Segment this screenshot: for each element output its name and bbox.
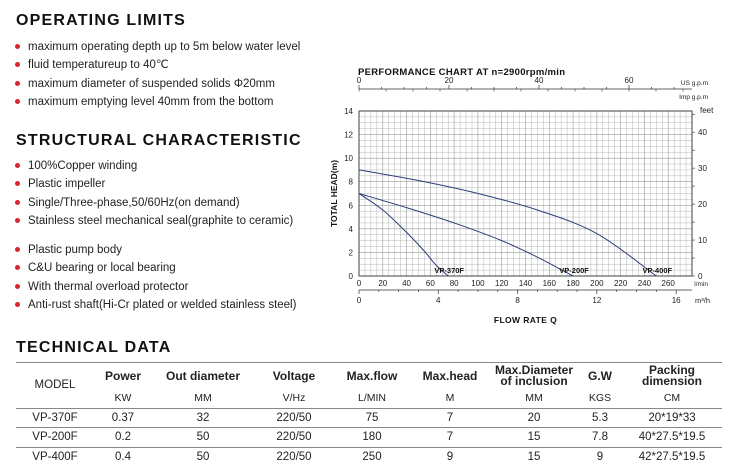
column-header (334, 363, 410, 390)
operating-limit-item: maximum diameter of suspended solids Φ20mm (14, 75, 300, 93)
structural-item: With thermal overload protector (14, 278, 296, 296)
x-tick-label: 20 (378, 279, 388, 288)
table-cell: 180 (334, 428, 410, 448)
model-label: MODEL (16, 363, 94, 409)
x-axis-unit: l/min (694, 281, 708, 288)
bullet-icon (15, 200, 20, 205)
column-header-line: Out diameter (165, 368, 240, 383)
x-tick-label: 180 (566, 279, 580, 288)
bullet-icon (15, 99, 20, 104)
table-cell: 0.2 (94, 428, 152, 448)
y-tick-label: 6 (348, 201, 353, 211)
table-cell: 7 (410, 428, 490, 448)
table-cell: 250 (362, 450, 382, 463)
column-header-line: Max.Diameter (494, 363, 574, 377)
structural-item: Plastic pump body (14, 241, 296, 259)
column-header (578, 363, 622, 390)
x-tick-label: 40 (402, 279, 412, 288)
bullet-icon (15, 44, 20, 49)
structural-item: Plastic impeller (14, 175, 293, 193)
x-tick-label: 160 (542, 279, 556, 288)
table-cell: 220/50 (254, 428, 334, 448)
y-axis-title: TOTAL HEAD(m) (329, 159, 339, 228)
column-header-line: Packing dimension (641, 363, 702, 388)
structural-item: C&U bearing or local bearing (14, 259, 296, 277)
table-cell: 9 (446, 450, 454, 463)
unit-cell: KW (94, 389, 152, 408)
x-tick-label: 240 (637, 279, 652, 288)
table-cell: 0.37 (94, 408, 152, 428)
table-cell: 7.8 (578, 428, 622, 448)
column-header (254, 363, 334, 390)
series-label-vp-200f: VP-200F (559, 266, 589, 275)
operating-limit-item: maximum emptying level 40mm from the bottom (14, 93, 300, 111)
right-tick-label: 40 (698, 128, 707, 138)
chart-title: PERFORMANCE CHART AT n=2900rpm/min (358, 67, 566, 78)
table-cell: VP-370F (16, 408, 94, 428)
operating-limits-heading: OPERATING LIMITS (16, 12, 187, 29)
structural-heading: STRUCTURAL CHARACTERISTIC (16, 132, 302, 149)
unit-cell: M (410, 389, 490, 408)
performance-chart-svg (322, 58, 722, 328)
table-cell: VP-200F (16, 428, 94, 448)
bullet-icon (15, 302, 20, 307)
x-tick-label: 200 (590, 279, 604, 288)
table-row (16, 428, 722, 448)
unit-cell: MM (490, 389, 578, 408)
unit-cell: L/MIN (334, 389, 410, 408)
top-axis-tick-label: 40 (534, 76, 544, 85)
table-cell: 15 (527, 450, 541, 463)
imp-axis-unit: Imp g.p.m (679, 94, 708, 101)
column-header (490, 363, 578, 390)
bullet-icon (15, 163, 20, 168)
table-cell: 7 (410, 408, 490, 428)
table-cell: 220/50 (254, 408, 334, 428)
column-header (152, 363, 254, 390)
x-axis-title: FLOW RATE Q (493, 315, 558, 325)
operating-limit-item: fluid temperatureup to 40℃ (14, 56, 300, 74)
y-tick-label: 12 (344, 130, 353, 140)
x-tick-label: 60 (425, 279, 435, 288)
column-header-line: Power (104, 368, 141, 383)
table-cell: 50 (152, 428, 254, 448)
bullet-icon (15, 265, 20, 270)
right-axis-unit: feet (700, 106, 714, 115)
right-tick-label: 0 (698, 272, 703, 281)
bullet-icon (15, 218, 20, 223)
structural-item: 100%Copper winding (14, 157, 293, 175)
column-header-line: G.W (588, 368, 612, 383)
y-tick-label: 14 (344, 107, 353, 116)
column-header-line: of inclusion (500, 374, 568, 388)
table-cell: 50 (196, 450, 210, 463)
bottom-axis2-tick-label: 16 (671, 296, 681, 305)
column-header-line: Voltage (272, 368, 316, 383)
y-tick-label: 2 (348, 248, 353, 258)
structural-item: Single/Three-phase,50/60Hz(on demand) (14, 194, 293, 212)
x-tick-label: 100 (471, 279, 485, 288)
top-axis-tick-label: 0 (356, 76, 362, 85)
technical-data-heading: TECHNICAL DATA (16, 339, 172, 356)
structural-list-b (14, 241, 296, 315)
bottom-axis2-tick-label: 12 (592, 296, 602, 305)
table-cell: 220/50 (276, 450, 312, 463)
bullet-icon (15, 181, 20, 186)
table-cell: 32 (152, 408, 254, 428)
top-axis-unit: US g.p.m (680, 80, 708, 87)
right-tick-label: 10 (698, 236, 707, 246)
table-cell: VP-400F (32, 450, 78, 463)
y-tick-label: 8 (348, 177, 353, 187)
table-cell: 42*27.5*19.5 (638, 450, 706, 463)
bottom-axis2-tick-label: 4 (436, 296, 441, 305)
y-tick-label: 4 (348, 224, 353, 234)
table-cell: 20*19*33 (622, 408, 722, 428)
unit-cell: V/Hz (254, 389, 334, 408)
table-cell: 40*27.5*19.5 (622, 428, 722, 448)
series-label-vp-400f: VP-400F (642, 266, 673, 275)
bullet-icon (15, 62, 20, 67)
bottom-axis2-tick-label: 8 (515, 296, 520, 305)
x-tick-label: 80 (449, 279, 459, 288)
technical-data-table (16, 362, 722, 466)
x-tick-label: 260 (661, 279, 675, 288)
column-header-line: Max.flow (346, 368, 398, 383)
unit-cell: CM (622, 389, 722, 408)
right-tick-label: 20 (698, 200, 707, 210)
table-cell: 15 (490, 428, 578, 448)
table-header-row (16, 363, 722, 390)
bottom-axis2-unit: m³/h (695, 296, 710, 305)
column-header-line: Max.head (422, 368, 478, 383)
right-tick-label: 30 (698, 164, 707, 174)
table-cell: 20 (490, 408, 578, 428)
table-cell: 5.3 (578, 408, 622, 428)
bullet-icon (15, 81, 20, 86)
operating-limits-list (14, 38, 300, 112)
x-tick-label: 140 (518, 279, 533, 288)
bullet-icon (15, 284, 20, 289)
x-tick-label: 220 (613, 279, 628, 288)
bottom-axis2-tick-label: 0 (356, 296, 362, 305)
table-cell: 9 (596, 450, 604, 463)
x-tick-label: 120 (495, 279, 509, 288)
structural-item: Stainless steel mechanical seal(graphite to ceramic) (14, 212, 293, 230)
y-tick-label: 10 (344, 154, 353, 164)
x-tick-label: 0 (356, 279, 362, 288)
table-cell: 75 (334, 408, 410, 428)
series-label-vp-370f: VP-370F (434, 266, 465, 275)
unit-cell: MM (152, 389, 254, 408)
bullet-icon (15, 247, 20, 252)
table-row (16, 447, 722, 466)
column-header (94, 363, 152, 390)
performance-chart (322, 58, 722, 328)
y-tick-label: 0 (348, 272, 353, 281)
top-axis-tick-label: 60 (624, 76, 634, 85)
column-header (410, 363, 490, 390)
table-row (16, 408, 722, 428)
column-header (622, 363, 722, 390)
top-axis-tick-label: 20 (444, 76, 454, 85)
structural-list-a (14, 157, 293, 231)
table-unit-row (16, 389, 722, 408)
structural-item: Anti-rust shaft(Hi-Cr plated or welded stainless steel) (14, 296, 296, 314)
table-cell: 0.4 (115, 450, 131, 463)
unit-cell: KGS (578, 389, 622, 408)
operating-limit-item: maximum operating depth up to 5m below water level (14, 38, 300, 56)
